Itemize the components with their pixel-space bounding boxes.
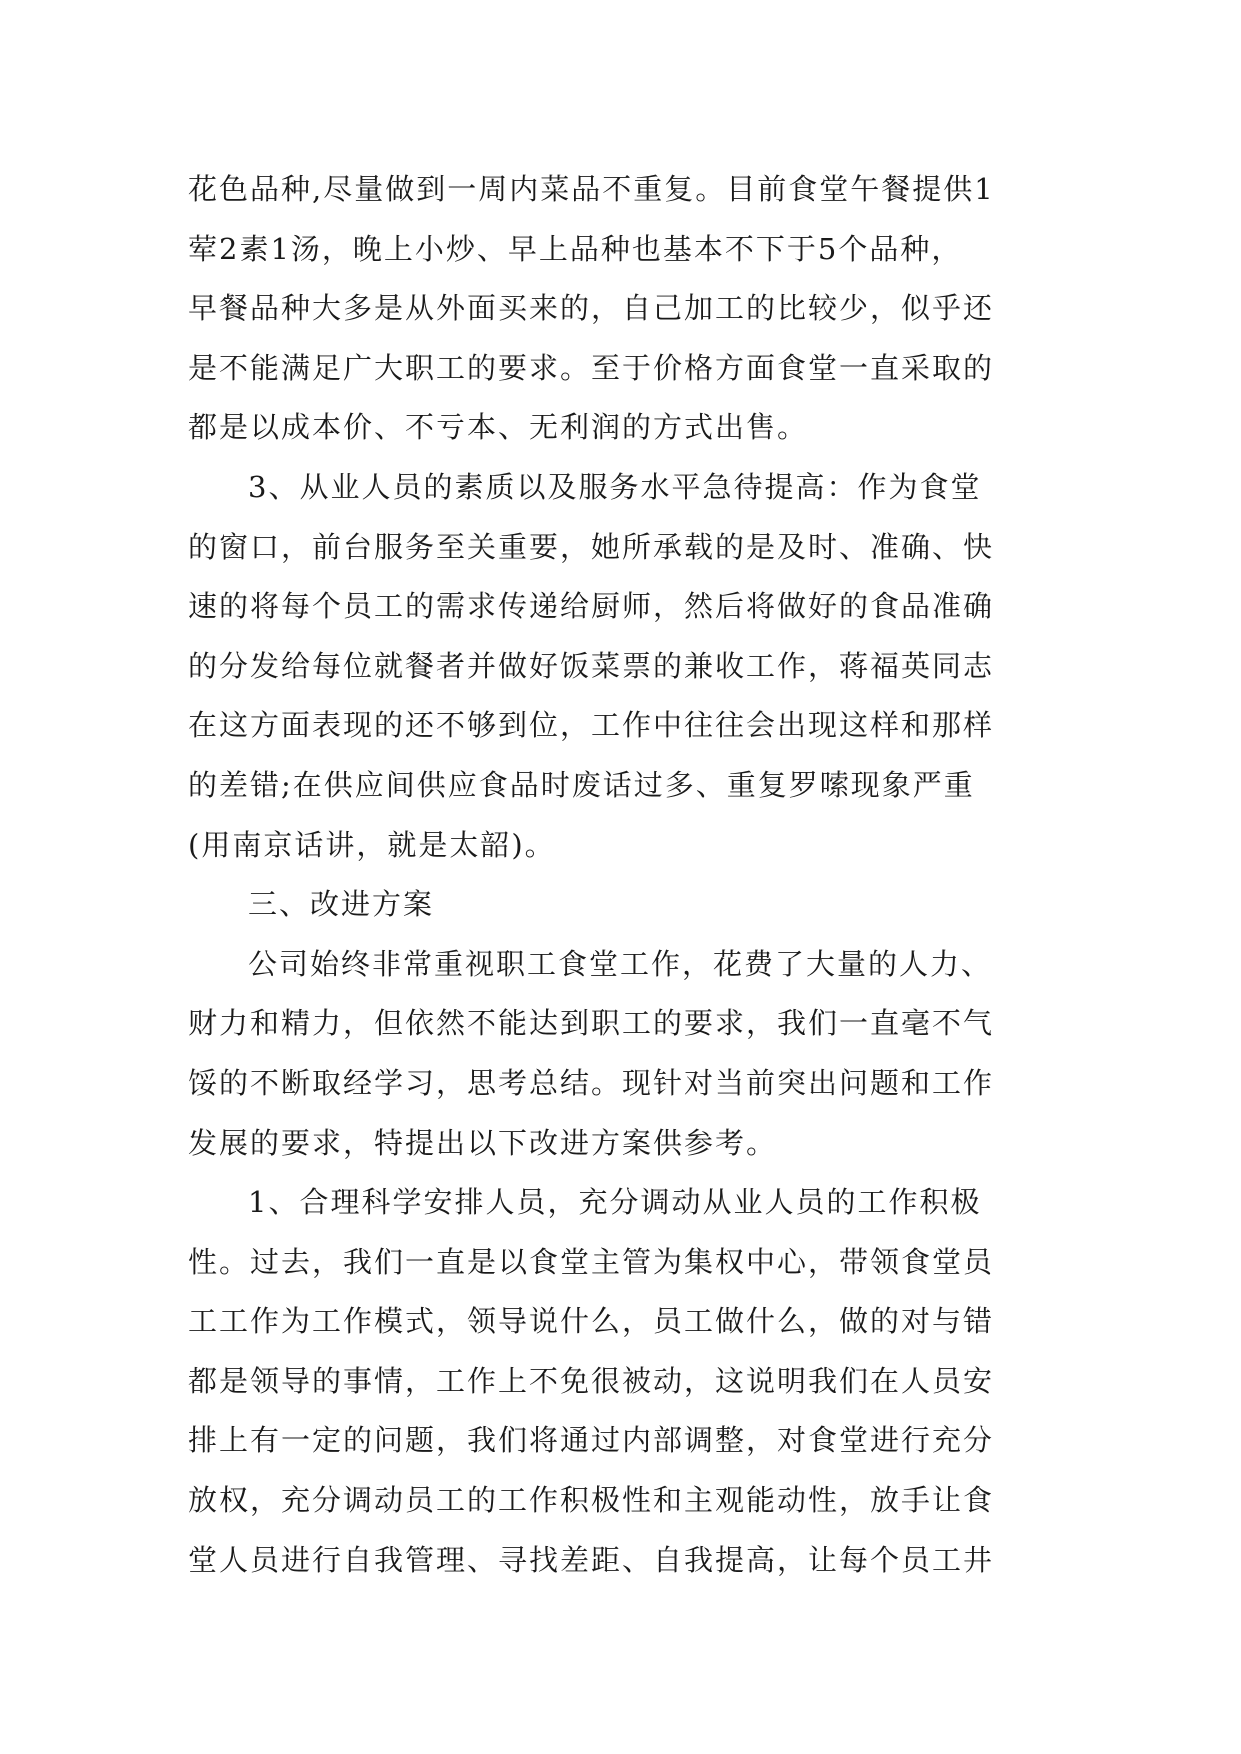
text-line: 的分发给每位就餐者并做好饭菜票的兼收工作，蒋福英同志 [188, 648, 995, 683]
text-line: 速的将每个员工的需求传递给厨师，然后将做好的食品准确 [188, 589, 995, 624]
text-line: 荤2素1汤，晚上小炒、早上品种也基本不下于5个品种， [188, 231, 963, 266]
text-line: 早餐品种大多是从外面买来的，自己加工的比较少，似乎还 [188, 291, 995, 326]
text-line: 排上有一定的问题，我们将通过内部调整，对食堂进行充分 [188, 1423, 995, 1458]
text-line: 馁的不断取经学习，思考总结。现针对当前突出问题和工作 [188, 1065, 995, 1100]
text-line: 的差错;在供应间供应食品时废话过多、重复罗嗦现象严重 [188, 767, 975, 802]
text-line: 的窗口，前台服务至关重要，她所承载的是及时、准确、快 [188, 529, 995, 564]
text-line: 在这方面表现的还不够到位，工作中往往会出现这样和那样 [188, 708, 995, 743]
text-line: 财力和精力，但依然不能达到职工的要求，我们一直毫不气 [188, 1006, 995, 1041]
text-line: 三、改进方案 [248, 887, 435, 922]
text-line: 放权，充分调动员工的工作积极性和主观能动性，放手让食 [188, 1483, 995, 1518]
text-line: 都是领导的事情，工作上不免很被动，这说明我们在人员安 [188, 1363, 995, 1398]
text-line: (用南京话讲，就是太韶)。 [188, 827, 556, 862]
text-line: 花色品种,尽量做到一周内菜品不重复。目前食堂午餐提供1 [188, 172, 995, 206]
text-line: 工工作为工作模式，领导说什么，员工做什么，做的对与错 [188, 1304, 995, 1339]
text-line: 是不能满足广大职工的要求。至于价格方面食堂一直采取的 [188, 350, 995, 385]
text-line: 1、合理科学安排人员，充分调动从业人员的工作积极 [248, 1185, 982, 1220]
text-line: 性。过去，我们一直是以食堂主管为集权中心，带领食堂员 [188, 1244, 995, 1279]
text-line: 堂人员进行自我管理、寻找差距、自我提高，让每个员工井 [188, 1542, 995, 1577]
text-line: 都是以成本价、不亏本、无利润的方式出售。 [188, 410, 809, 445]
text-line: 公司始终非常重视职工食堂工作，花费了大量的人力、 [248, 946, 993, 981]
document-body [188, 160, 1048, 1590]
text-line: 3、从业人员的素质以及服务水平急待提高：作为食堂 [248, 469, 982, 504]
text-line: 发展的要求，特提出以下改进方案供参考。 [188, 1125, 778, 1160]
